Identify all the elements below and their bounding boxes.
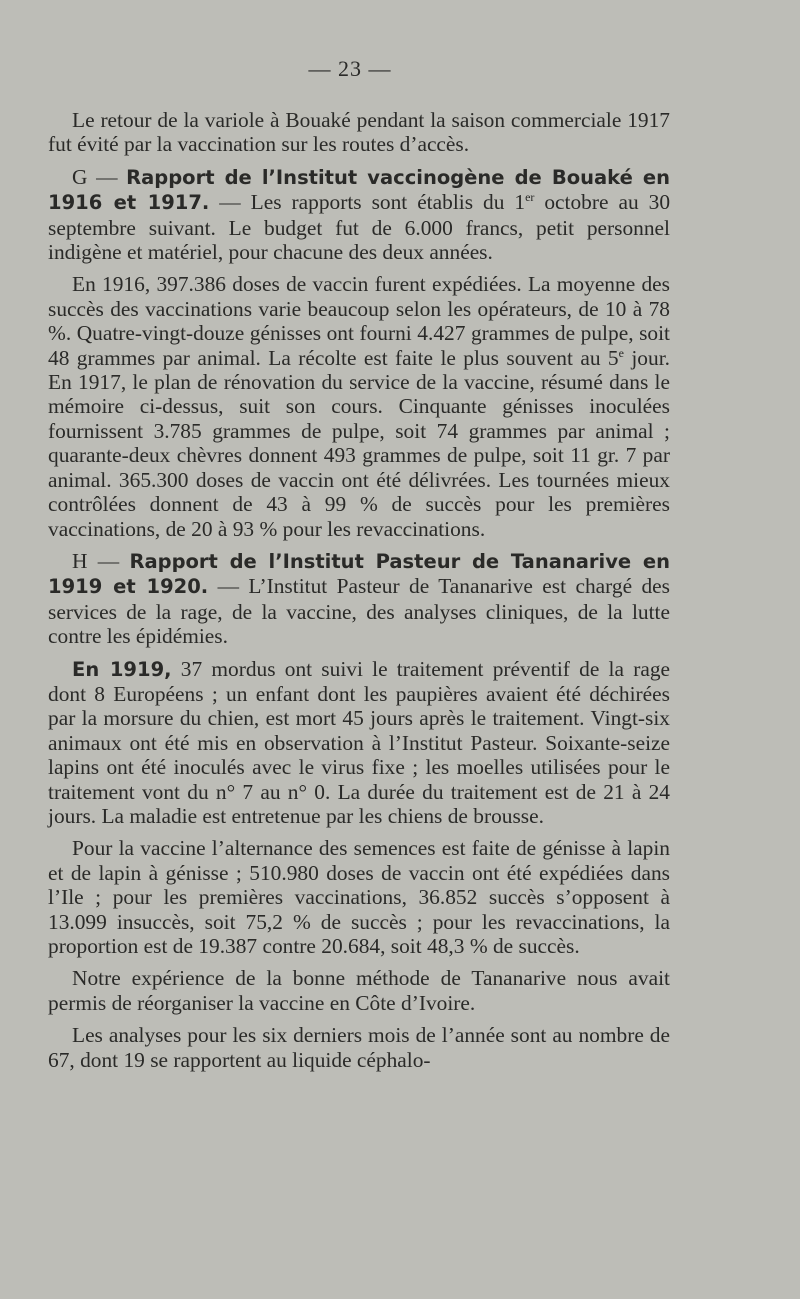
- section-g-prefix: G —: [72, 164, 127, 189]
- paragraph-1919: [48, 657, 670, 829]
- paragraph-experience: Notre expérience de la bonne méthode de Tananarive nous avait permis de réorganiser la vaccine en Côte d’Ivoire.: [48, 966, 670, 1015]
- p3-sup: e: [618, 345, 624, 360]
- p3-text-a: En 1916, 397.386 doses de vaccin furent expédiées. La moyenne des succès des vaccinations varie beaucoup selon les opérateurs, de 10 à 78 %. Quatre-vingt-douze génisses ont fourni 4.427 grammes de pulpe, soit 48 grammes par animal. La récolte est faite le plus souvent au 5: [48, 272, 670, 370]
- paragraph-1919-lead: En 1919,: [72, 657, 172, 681]
- section-g-body-b: octobre au 30 septembre suivant. Le budget fut de 6.000 francs, petit personnel indigène et matériel, pour chacune des deux années.: [48, 190, 671, 265]
- section-g-body-a: — Les rapports sont établis du 1: [209, 190, 526, 215]
- section-h-title: Rapport de l’Institut Pasteur de Tananarive en 1919 et 1920.: [48, 549, 670, 599]
- paragraph-analyses: Les analyses pour les six derniers mois de l’année sont au nombre de 67, dont 19 se rapportent au liquide céphalo-: [48, 1023, 670, 1072]
- body-text: [48, 108, 670, 1080]
- page-number: — 23 —: [308, 56, 392, 81]
- paragraph-variole: Le retour de la variole à Bouaké pendant la saison commerciale 1917 fut évité par la vaccination sur les routes d’accès.: [48, 108, 670, 157]
- paragraph-section-g: [48, 165, 670, 265]
- paragraph-vaccine: Pour la vaccine l’alternance des semences est faite de génisse à lapin et de lapin à génisse ; 510.980 doses de vaccin ont été expédiées dans l’Ile ; pour les premières vaccinations, 36.852 succès s’opposent à 13.099 insuccès, soit 75,2 % de succès ; pour les revaccinations, la proportion est de 19.387 contre 20.684, soit 48,3 % de succès.: [48, 836, 670, 958]
- section-g-sup: er: [525, 190, 535, 205]
- section-h-body: — L’Institut Pasteur de Tananarive est chargé des services de la rage, de la vaccine, des analyses cliniques, de la lutte contre les épidémies.: [48, 574, 670, 649]
- p3-text-b: jour. En 1917, le plan de rénovation du service de la vaccine, résumé dans le mémoire ci-dessus, suit son cours. Cinquante génisses inoculées fournissent 3.785 grammes de pulpe, soit 74 grammes par animal ; quarante-deux chèvres donnent 493 grammes de pulpe, soit 11 gr. 7 par animal. 365.300 doses de vaccin ont été délivrées. Les tournées mieux contrôlées donnent de 43 à 99 % de succès pour les premières vaccinations, de 20 à 93 % pour les revaccinations.: [48, 345, 670, 541]
- section-g-title: Rapport de l’Institut vaccinogène de Bouaké en 1916 et 1917.: [48, 165, 670, 215]
- paragraph-section-h: [48, 549, 670, 649]
- paragraph-1916-1917: [48, 272, 670, 540]
- paragraph-1919-body: 37 mordus ont suivi le traitement préventif de la rage dont 8 Européens ; un enfant dont les paupières avaient été déchirées par la morsure du chien, est mort 45 jours après le traitement. Vingt-six animaux ont été mis en observation à l’Institut Pasteur. Soixante-seize lapins ont été inoculés avec le virus fixe ; les moelles utilisées pour le traitement vont du n° 7 au n° 0. La durée du traitement est de 21 à 24 jours. La maladie est entretenue par les chiens de brousse.: [48, 656, 671, 828]
- section-h-prefix: H —: [72, 548, 130, 573]
